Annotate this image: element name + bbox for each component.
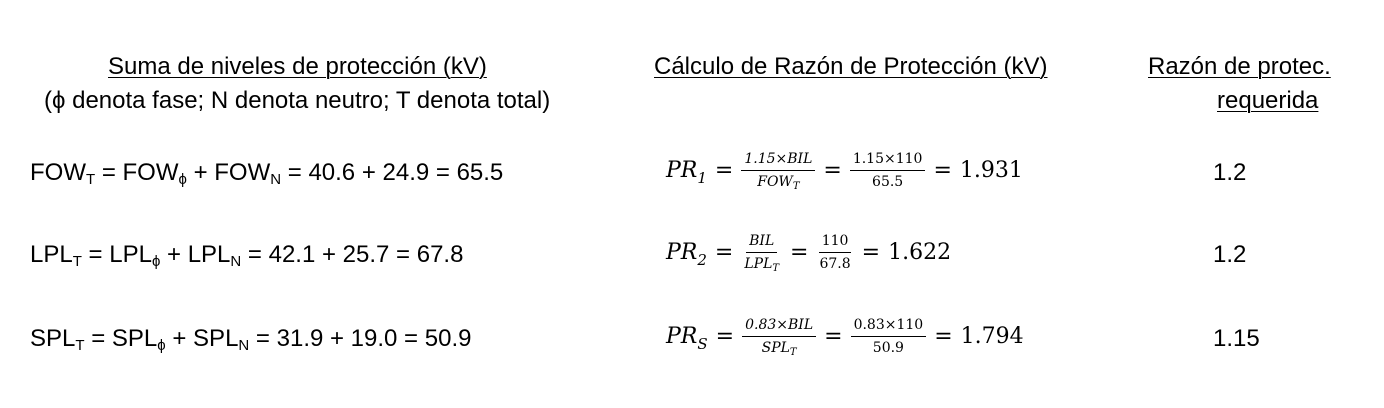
pr-equation-2: $PR_2$ = $\frac{\text{BIL}}{LPL_T}$ = $\frac{110}{67.8}$ = 1.622 [666,233,952,274]
required-header-line1: Razón de protec. [1148,53,1331,80]
pr3-fraction-symbolic: $\frac{\text{0.83×BIL}}{SPL_T}$ [742,316,816,357]
sum-header-subtitle: (ϕ denota fase; N denota neutro; T denota total) [44,87,551,114]
pr-header-title: Cálculo de Razón de Protección (kV) [654,53,1048,80]
required-ratio-1: 1.2 [1213,159,1247,186]
pr1-fraction-numeric: $\frac{1.15\times 110}{65.5}$ [850,150,926,191]
required-header-line2: requerida [1217,87,1319,114]
pr2-fraction-numeric: $\frac{110}{67.8}$ [819,233,851,272]
required-ratio-2: 1.2 [1213,241,1247,268]
sum-row-fow: $FOW_T = FOW_\phi + FOW_N = 40.6 + 24.9 = 65.5$ [30,159,504,188]
sum-row-lpl: $LPL_T = LPL_\phi + LPL_N = 42.1 + 25.7 = 67.8$ [30,241,464,270]
pr2-fraction-symbolic: $\frac{\text{BIL}}{LPL_T}$ [744,233,780,274]
sum-header-title: Suma de niveles de protección (kV) [108,53,487,80]
sum-row-spl: $SPL_T = SPL_\phi + SPL_N = 31.9 + 19.0 = 50.9$ [30,325,472,354]
pr1-fraction-symbolic: $\frac{\text{1.15×BIL}}{FOW_T}$ [741,150,815,191]
pr3-fraction-numeric: $\frac{0.83\times 110}{50.9}$ [851,316,927,357]
required-ratio-3: 1.15 [1213,325,1260,352]
pr-equation-3: $PR_S$ = $\frac{\text{0.83×BIL}}{SPL_T}$ = $\frac{0.83\times 110}{50.9}$ = 1.794 [666,317,1024,358]
pr-equation-1: $PR_1$ = $\frac{\text{1.15×BIL}}{FOW_T}$ = $\frac{1.15\times 110}{65.5}$ = 1.931 [666,151,1023,192]
